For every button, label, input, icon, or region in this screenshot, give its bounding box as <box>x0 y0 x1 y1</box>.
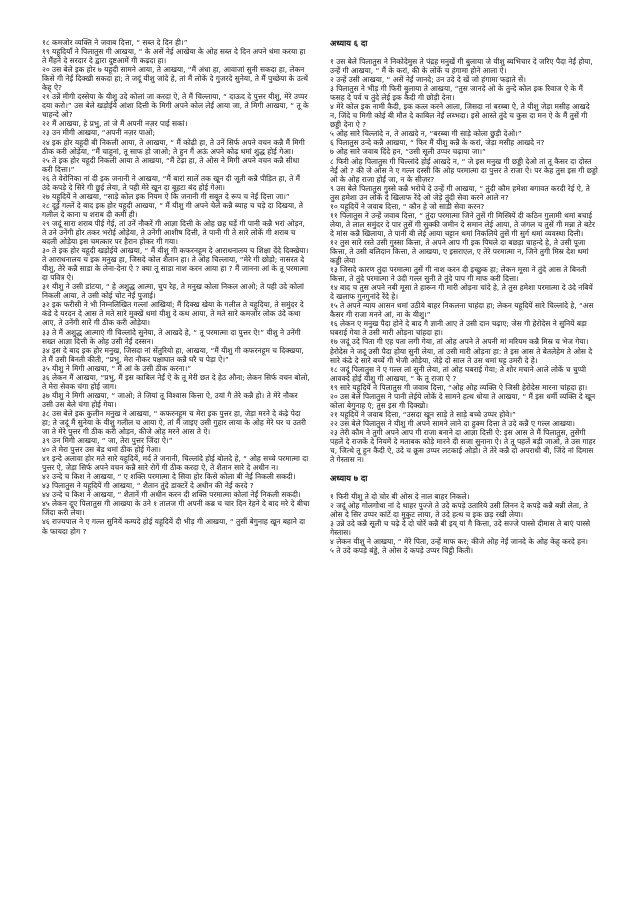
verse-paragraph: ४३ पिलातुस ने यहूदियें गी आखया, “ शैतान तुंदे डाक्टरें दे अधीन की नेईं करदे ? <box>42 481 254 491</box>
chapter-spacer <box>330 464 598 473</box>
verse-paragraph: ६ पिलातुस उन्दे कन्नै आखया, “ फिर मैं यीशु कन्नै के करां, जेड़ा मसीह आखदे न? <box>330 138 545 148</box>
verse-paragraph: १६ लेकन ए मनुख पैदा होने दे बाद गै ज्ञानी आए ते उसी दान चढ़ाए; जेस गी हेरोदेस ने सुनियें बड़ा घबराई गेया ते उसी मारी ओड़ना चांहदा हा। <box>330 319 587 338</box>
verse-paragraph: १९ यहूदियाँ ने पिलातुस गी आखया, “ के असें नेई आखेया के ओह सब्त दे दिन अपने थंमा करया हा ते मैंहने दे सरदार दे द्वारा दुष्टआमें गी कढ़दा हा। <box>42 47 306 66</box>
verse-paragraph: २९ जदूं सारा शराब पीई गेई, तां उनें नौकरें गी आज्ञा दित्ती के ओह छह घड़ें गी पानी कन्नै भरां ओड़न, ते उने उनेंगी होर तकर भरोई ओड़ेया, ते उनेंगी आशीष दित्ती, ते पानी गी ते सारे लोकें गी शराब च बदली ओड़ेया इस चमत्कार पर हैरान होकर गी गया। <box>42 218 305 247</box>
verse-paragraph: ३४ इस दे बाद इक होर मनुख, जिसदा नां सेंतुरियो हा, आखया, “मैं यीशु गी कफरनहूम च दिक्खया, ते मैं उसी बिनती कीती, “प्रभु, मेरा नौकर पक्षाघात कन्नै घरै च पेड़ा ऐ।” <box>42 345 304 364</box>
verse-paragraph: २४ इक होर यहूदी बी निकली आया, ते आखया, “ मैं कोढ़ी हा, ते उनें सिर्फ अपने वचन कन्नै मैं मिगी ठीक करी ओड़ेया, “मैं चाहुनां, तू साफ हो जाओ; ते हुन गैं अऊं अपने कोढ़ थमां शुद्ध होई गेआ। <box>42 137 305 156</box>
verse-paragraph: ४५ लेकन दूए पिलातुस गी आखया के उने १ तालज गी अपनी कब्र च चार दिन रेहने दे बाद मरे दे बीचा जिंदा करी लेया। <box>42 499 310 518</box>
verse-paragraph: २१ उन्नें मीगी दस्सेया के यीशु उदे कोलां जा करदा ऐ, ते मैं चिल्लाया, “ दाऊद दे पुत्तर यीशु, मेरे उप्पर दया करो।” उस बेले खड़ोईये आंशा दित्ती के मिगी अपने कोल लेईं आया जा, ते मिगी आखया, “ तू के चाहन्दे ओ? <box>42 92 309 120</box>
verse-paragraph: ३८ उस बेले इक कुलीन मनुख ने आखया, “ कफरनहूम च मेरा इक पुत्तर हा, जेड़ा मरने दे कंढ़े पेदा हा; ते जदूं मैं सुनेया के यीशु गलील च आया ऐ, तां मैं जाइए उसी गुहार लाया के ओह मेरे घर च उतरी जा ते मेरे पुत्तर गी ठीक करी ओड़न, कीजे ओह मरने आस ते ऐ। <box>42 408 306 437</box>
verse-paragraph: ११ पिलातुस ने उन्हें जवाब दित्ता, “ तुंदा परमात्मा जिने तुसें गी मिस्त्रियें दी कठिन गुलामी थमां बचाई लेया, ते लाल समुंदर दे पार तुसें गी सुक्की जमीन दे समान लेई आया, ते जंगल च तुसें गी मन्ना ते बटेर दे मांस कन्नै खिलाया, ते पानी बी लेई आया चट्टान थमां निकलिये तुसें गी सुर्ग थमां व्यवस्था दित्ती। <box>330 210 595 238</box>
verse-paragraph: २३ उन मीगी आखया, “अपनी नज़र पाओ; <box>42 128 155 138</box>
verse-paragraph: १३ जिसदे कारण तुंदा परमात्मा तुसें गी नाश करन दी इच्छुक हा; लेकन मूसा ने तुंदे आस ते बिनती कित्ता, ते तुंदे परमात्मा ने उंदी गल्ल सुनी ते तुंदे पाप गी माफ करी दित्ता। <box>330 265 587 284</box>
chapter-7-body <box>330 492 598 555</box>
verse-paragraph: २ जदूं ओह गोलगोथा नां दे थाहर पुज्जे ते उदे कपड़े उतारिये उसी लिनन दे कपड़े कन्नै बन्नी लेता, ते ओस दे सिर उप्पर कांटें दा मुकुट लाया, ते उदे हत्थ च इक छड़ रखी लेया। <box>330 501 588 520</box>
verse-paragraph: ३९ उन मिगी आखया, “ जा, तेरा पुत्तर जिंदा ऐ।” <box>42 436 173 446</box>
verse-paragraph: १५ ते अपने न्याय आसन थमां उठीये बाहर निकलना चाहंदा हा; लेकन यहूदियें सारे चिल्लांदे हे, “अस कैसर गी राजा मनने आं, ना के यीशु।” <box>330 301 594 320</box>
verse-paragraph: ४६ राज्यपाल ने ए गल्ल सुनियें कम्पदे होई यहूदियें दी भीड़ गी आखया, “ तुसीं बेगुनाह खून बहाने दा के फायदा होग ? <box>42 517 306 536</box>
verse-paragraph: ४ लेकन यीशु ने आखया, “ मेरे पिता, उन्हें माफ कर; कीजे ओह नेईं जानदे के ओह केह् करदे हन। <box>330 537 588 547</box>
verse-paragraph: १९ सारे यहूदियें ने पिलातुस गी जवाब दित्ता, “ओह ओह व्यक्ति ऐ जिसी हेरोदेस मारना चांहदा हा। <box>330 382 588 392</box>
verse-paragraph: ४ मेरे कोल इक नामी कैदी, इक कत्ल करने आला, जिसदा नां बरब्बा ऐ, ते यीशु जेड़ा मसीह आखदे न, जिंदे च मिगी कोई बी मौत दे काबिल नेईं लब्भदा। इसे आस्ते तुंदे च कुस दा मन ऐ के मैं तुसें गी छड्डी देना ऐ ? <box>330 102 590 130</box>
verse-paragraph: १८ जदूं पिलातुस ने ए गल्ल लां सुनी लेया, तां ओह घबराई गेया; ते शोर मचाने आले लोकें च चुप्पी आवक्दे होई यीशु गी आखया, “ के तू राजा ऐ ? <box>330 364 587 383</box>
chapter-7-heading: अध्याय ७ दा <box>330 473 368 484</box>
verse-paragraph: २२ मैं आखया, हे प्रभु, तां जे मैं अपनी नज़र पाई सकां। <box>42 119 188 129</box>
right-column <box>330 38 598 555</box>
verse-paragraph: ८ फिरी ओह पिलातुस गी चिल्लांदे होई आखदे न, “ जे इस मनुख गी छड्डी देओ तां तू कैसर दा दोस्त नेईं ओ ? की जे ओस ने ए गल्ल दस्सी कि ओह परमात्मा दा पुत्तर ते राजा ऐ। पर केह तुस इस गी छड्डो ओ के ओह राजा होईं जा, न के सीज़र? <box>330 156 598 184</box>
verse-paragraph: ३ पिलातुस ने भीड़ गी फिरी बुलाया ते आखया, “तुस जानदे ओ के तुन्दे कोल इक रिवाज ऐ के मैं फसह दे पर्व च तुंदे लेई इक कैदी गी छोड़ी देना। <box>330 84 583 103</box>
verse-paragraph: ३० ते इक होर यहूदी खड़ोईये आखया, “ मैं यीशु गी कफरनहूम दे आराधनालय च शिक्षा देंदे दिक्खेया। ते आराधनालय च इक मनुख हा, जिसदे कोल शैतान हा। ते ओह चिल्लाया, “मेरे गी छोड़ो; नासरत दे यीशु, तेरे कन्नै साडा के लेना-देना ऐ ? क्या तू साडा नाश करन आया हा ? मैं जानना आं के तू परमात्मा दा पवित्र ऐ। <box>42 246 309 283</box>
verse-paragraph: ३५ यीशु ने मिगी आखया, “ मैं आं के उसी ठीक करना।” <box>42 363 192 373</box>
verse-paragraph: ४० ते मेरा पुत्तर उस बेड थमां ठीक होई गेआ। <box>42 445 161 455</box>
verse-paragraph: २३ तेरी कौम ने तुगी अपने आप गी राजा बनाने दा आज्ञा दित्ती ऐ: इस आस ते मैं पिलातुस, तुसेंगी पहलें दे राजकें दे नियमें दे मताबक कोड़े मारने दी सजा सुनाना ऐ। ते तू पहलें बड़ी जाओ, ते उस गाहर च, जित्थे तू हुन कैदी ऐ, उदे च क्रूस उप्पर लटकाई ओड़ो। ते तेरे कन्नै दो अपराधी बी, जिंदे नां दिमास ते गेस्तास न। <box>330 427 596 465</box>
verse-paragraph: २६ ते वेरोनिका नां दी इक जनानी ने आखया, “मैं बारां सालें तक खून दी जूती कन्नै पीड़ित हा, ते मैं उंदे कपड़े दे सिरे गी छुई लेया, ते पही मेरे खून दा बूहटा बंद होई गेआ। <box>42 173 301 192</box>
verse-paragraph: ५ ओह सारे चिल्लांदे न, ते आखदे न, “बरब्बा गी साड़े कोला छुड़ी देओ।” <box>330 129 522 139</box>
verse-paragraph: ३१ यीशु ने उसी डांटया, “ हे अशुद्ध आत्मा, चुप रेह, ते मनुख कोला निकल आओ; ते पही उदे कोलां निकली आया, ते उसी कोई चोट नेईं पुजाई। <box>42 282 304 301</box>
verse-paragraph: ३ उन्ने उदे कन्नै सूली च चढ़े दे दो चोरें कन्नै बी इय् यां गै कित्ता, उदे सज्जे पास्से दीमास ते बाएं पास्से गेस्तास। <box>330 519 591 538</box>
chapter-6-body <box>330 57 598 464</box>
verse-paragraph: ४२ उन्दे च किश ने आखया, “ ए शक्ति परमात्मा दे सिवा होर किसे कोला बी नेईं निकली सकदी। <box>42 472 296 482</box>
verse-paragraph: १२ तुस सारे रस्ते उसी गुस्सा कित्ता, ते अपने आप गी इक पिघले दा बछड़ा चाहन्दे हे, ते उसी पूजा कित्ता, ते उसी बलिदान कित्ता, ते आखया, ए इसराएल, ए तेरे परमात्मा न, जिने तुगी मिस्र देश थमां कड्डी लेया <box>330 237 589 266</box>
verse-paragraph: २० उस बेले इक होर ७ यहूदी सामने आया, ते आखया, “मैं अंधा हा, आवाजां सुनी सकदा हा, लेकन किसे गी नेईं दिक्खी सकदा हा; ते जदूं यीशु जांदे हे, तां मैं लोकें दे गुजरदे सुनेया, ते मैं पुच्छेया के उत्थें केह् ऐ? <box>42 65 308 93</box>
verse-paragraph: १८ कमजोर व्यक्ति ने जवाब दित्ता, “ सब्त दे दिन ही।” <box>42 38 188 47</box>
verse-paragraph: १४ बाद च तुस अपने नबी मूसा ते हारून गी मारी ओड़ना चांदे हे, ते तुस हमेशा परमात्मा दे उंदे नबियें दे खलाफ गुनगुनांदे रेंदे हे। <box>330 283 593 302</box>
verse-paragraph: ४४ उन्दे च किश ने आखया, “ शैतानें गी अधीन करन दी शक्ति परमात्मा कोलां नेईं निकली सकदी। <box>42 490 301 500</box>
verse-paragraph: ३२ इक फरीसी ने भी निम्नलिखित गल्लां आखियां; मैं दिक्ख खेया के गलील ते यहूदिया, ते समुंदर दे कंडे दे यरदन दे आस ते मते सारे मुक्खें थमां यीशु दे कथ आया, ते मते सारे कमजोर लोक उंदे कथा आए, ते उनेंगी सारें गी ठीक करी ओड़ेया। <box>42 300 304 328</box>
verse-paragraph: २० उस बेले पिलातुस ने पानी लेईये लोकें दे सामने हत्थ धोया ते आखया, “ मैं इस धर्मी व्यक्ति दे खून कोला बेगुनाह एं; तुस इस गी दिक्खो। <box>330 391 596 410</box>
verse-paragraph: ३३ ते मैं अशुद्ध आत्माएं गी चिल्लांदे सुनेया, ते आखदे हे, “ तू परमात्मा दा पुत्तर ऐ!” यीशु ने उनेंगी सख्त आज्ञा दित्ती के ओह उसी नेईं दस्सन। <box>42 327 301 346</box>
left-column <box>42 38 310 536</box>
verse-paragraph: १० यहूदियें ने जवाब दित्ता, “ कौन हे जो साडी सेवा करन? <box>330 201 485 211</box>
verse-paragraph: २८ दूई गल्लें दे बाद इक होर यहूदी आखया, “ मैं यीशु गी अपने चेलें कन्नै ब्याह च चड़े दा दिखया, ते गलील दे काना च शराब दी कमी ही। <box>42 200 303 219</box>
verse-paragraph: ५ ते उदे कपड़े बंड्डे, ते ओस दे कपड़े उप्पर चिट्ठी किती। <box>330 546 473 556</box>
verse-paragraph: २१ यहूदियें ने जवाब दित्ता, “उसदा खून साड़े ते साड़े बच्चे उप्पर होवे।” <box>330 409 516 419</box>
verse-paragraph: ३७ यीशु ने मिगी आखया, “ जाओ; ते जियां तू विश्वास कित्ता ऐ, उयां गै तेरे कन्नै हो। ते मेरे नौकर उसी उस बेले चंगा होई गेया। <box>42 390 298 409</box>
verse-paragraph: ९ उस बेले पिलातुस गुस्से कन्नै भरोचे दे उन्हें गी आखया, “ तुंदी कौम हमेशा बगावत करदी रेई ऐ, ते तुस हमेशा उन लोकें दे खिलाफ रेंदे ओ जेड़े तुंदी सेवा करने आले न? <box>330 183 590 202</box>
verse-paragraph: २ उन्हें उसी आखया, “ असें नेईं जानदे; उन उदे दे खें जो हंगामा फड़ाते सें। <box>330 75 526 85</box>
verse-paragraph: २७ यहूदियें ने आखया, “साड़े कोल इक नियम ऐ कि जनानी गी सबूत दे रूप च नेईं दित्ता जा।” <box>42 191 290 201</box>
verse-paragraph: २५ ते इक होर यहूदी निकली आया ते आखया, “मैं टेढ़ा हा, ते ओस ने मिगी अपने वचन कन्नै सीधा करी दित्ता।” <box>42 155 300 174</box>
verse-paragraph: १७ जदूं उदे पिता गी एह पता लगी गेया, तां ओह अपने ते अपनी मां मरियम कन्नै मिस्र च भेज गेया। हेरोदेस ने जदूं उसी पैदा होया सुनी लेया, तां उसी मारी ओड़ना हा: ते इस आस ते बेतलेहेम ते ओस दे सारे कंढे दे सारे बच्चें गी भेजी ओड़ेया, जेड़े दो साल ते उस थमां घट्ट उमरी दे हे। <box>330 337 593 365</box>
chapter-6-heading: अध्याय ६ दा <box>330 38 368 48</box>
verse-paragraph: ३६ लेकन मैं आखया, “प्रभु, मैं इस काबिल नेईं ऐ के तू मेरी छत दे हेठ औना; लेकन सिर्फ वचन बोलो, ते मेरा सेवक चंगा होई जाग। <box>42 372 310 391</box>
verse-paragraph: ७ ओह सारे जवाब दिंदे हन, “उसी सूली उप्पर चढ़ाया जा।” <box>330 147 486 157</box>
verse-paragraph: ४१ इन्दे अलावा होर मते सारे यहूदियें, मर्द ते जनानी, चिल्लांदे होई बोलदे हे, “ ओह सच्चे परमात्मा दा पुत्तर ऐ, जेड़ा सिर्फ अपने वचन कन्नै सारे रोगें गी ठीक करदा ऐ, ते शैतान सारे दे अधीन न। <box>42 454 309 473</box>
verse-paragraph: २२ उस बेले पिलातुस ने यीशु गी अपने सामने लाने दा हुक्म दित्ता ते उदे कन्नै ए गल्ल आखया। <box>330 418 575 428</box>
verse-paragraph: १ फिरी यीशु ते दो चोर बी ओस दे नाल बाहर निकले। <box>330 492 470 502</box>
verse-paragraph: १ उस बेले पिलातुस ने निकोदेमुस ते पंद्रह मनुखें गी बुलाया जे यीशु ब्यभिचार दे जरिए पैदा नेईं होया, उन्हें गी आखया, “ मैं के करां, की के लोकें च हंगामा होने आला ऐ। <box>330 57 593 76</box>
